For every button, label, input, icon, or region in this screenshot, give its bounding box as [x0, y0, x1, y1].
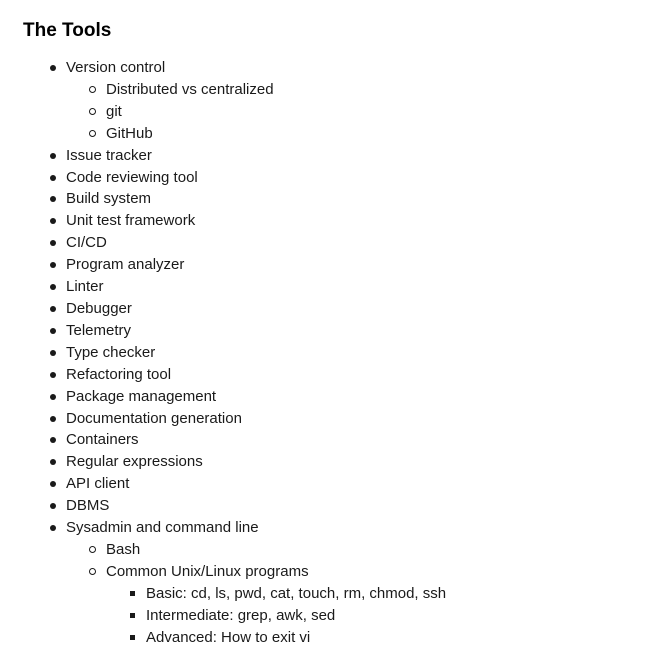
list-item-label: Issue tracker	[66, 146, 152, 164]
list-item-label: Common Unix/Linux programs	[106, 562, 309, 580]
list-item-documentation-generation	[23, 408, 653, 430]
circle-bullet-icon	[89, 130, 96, 137]
disc-bullet-icon	[50, 262, 56, 268]
list-item-label: CI/CD	[66, 234, 107, 252]
list-item-issue-tracker	[23, 145, 653, 167]
disc-bullet-icon	[50, 394, 56, 400]
list-item-label: Distributed vs centralized	[106, 80, 274, 98]
circle-bullet-icon	[89, 546, 96, 553]
list-item-label: Program analyzer	[66, 256, 185, 274]
disc-bullet-icon	[50, 503, 56, 509]
list-item-label: Documentation generation	[66, 409, 242, 427]
list-item-dbms	[23, 495, 653, 517]
disc-bullet-icon	[50, 306, 56, 312]
list-item-linter	[23, 276, 653, 298]
disc-bullet-icon	[50, 240, 56, 246]
list-item-label: git	[106, 102, 122, 120]
disc-bullet-icon	[50, 437, 56, 443]
list-item-label: Refactoring tool	[66, 365, 172, 383]
disc-bullet-icon	[50, 218, 56, 224]
list-item-label: Version control	[66, 59, 166, 76]
list-item-common-unix-linux-programs	[66, 561, 653, 649]
disc-bullet-icon	[50, 481, 56, 487]
list-item-label: Regular expressions	[66, 453, 203, 471]
list-item-ci-cd	[23, 232, 653, 254]
list-item-label: Package management	[66, 387, 217, 405]
list-item-containers	[23, 429, 653, 451]
list-item-refactoring-tool	[23, 364, 653, 386]
list-item-label: Containers	[66, 431, 139, 449]
disc-bullet-icon	[50, 196, 56, 202]
list-item-type-checker	[23, 342, 653, 364]
disc-bullet-icon	[50, 372, 56, 378]
list-item-label: Advanced: How to exit vi	[146, 628, 311, 646]
square-bullet-icon	[130, 613, 135, 618]
list-item-label: Basic: cd, ls, pwd, cat, touch, rm, chmod, ssh	[146, 584, 447, 602]
disc-bullet-icon	[50, 153, 56, 159]
disc-bullet-icon	[50, 284, 56, 290]
list-item-unit-test-framework	[23, 210, 653, 232]
list-item-label: Telemetry	[66, 321, 132, 339]
list-item-distributed-vs-centralized	[66, 79, 653, 101]
circle-bullet-icon	[89, 568, 96, 575]
list-item-label: Sysadmin and command line	[66, 519, 259, 537]
list-item-sysadmin-and-command-line	[23, 517, 653, 648]
disc-bullet-icon	[50, 328, 56, 334]
list-item-api-client	[23, 473, 653, 495]
list-item-label: Intermediate: grep, awk, sed	[146, 606, 336, 624]
disc-bullet-icon	[50, 416, 56, 422]
list-item-build-system	[23, 188, 653, 210]
list-item-label: DBMS	[66, 497, 110, 515]
list-item-program-analyzer	[23, 254, 653, 276]
list-item-intermediate-grep-awk-sed	[106, 605, 653, 627]
sub-list	[106, 583, 653, 649]
list-item-label: GitHub	[106, 124, 153, 142]
list-item-label: Linter	[66, 278, 104, 296]
disc-bullet-icon	[50, 459, 56, 465]
list-item-label: Type checker	[66, 343, 156, 361]
document	[23, 18, 653, 648]
tools-list	[23, 57, 653, 648]
list-item-label: Unit test framework	[66, 212, 196, 230]
list-item-label: Debugger	[66, 299, 132, 317]
list-item-debugger	[23, 298, 653, 320]
list-item-advanced-how-to-exit-vi	[106, 627, 653, 649]
list-item-version-control	[23, 57, 653, 145]
list-item-label: API client	[66, 475, 130, 493]
list-item-github	[66, 123, 653, 145]
list-item-basic-cd-ls-pwd-cat-touch-rm-chmod-ssh	[106, 583, 653, 605]
disc-bullet-icon	[50, 350, 56, 356]
disc-bullet-icon	[50, 65, 56, 71]
list-item-regular-expressions	[23, 451, 653, 473]
list-item-telemetry	[23, 320, 653, 342]
list-item-git	[66, 101, 653, 123]
section-heading: The Tools	[23, 20, 112, 41]
disc-bullet-icon	[50, 175, 56, 181]
list-item-bash	[66, 539, 653, 561]
list-item-label: Bash	[106, 540, 141, 558]
sub-list	[66, 539, 653, 649]
disc-bullet-icon	[50, 525, 56, 531]
list-item-label: Code reviewing tool	[66, 168, 198, 186]
circle-bullet-icon	[89, 86, 96, 93]
square-bullet-icon	[130, 591, 135, 596]
list-item-code-reviewing-tool	[23, 167, 653, 189]
list-item-package-management	[23, 386, 653, 408]
square-bullet-icon	[130, 635, 135, 640]
list-item-label: Build system	[66, 190, 152, 208]
circle-bullet-icon	[89, 108, 96, 115]
sub-list	[66, 79, 653, 145]
